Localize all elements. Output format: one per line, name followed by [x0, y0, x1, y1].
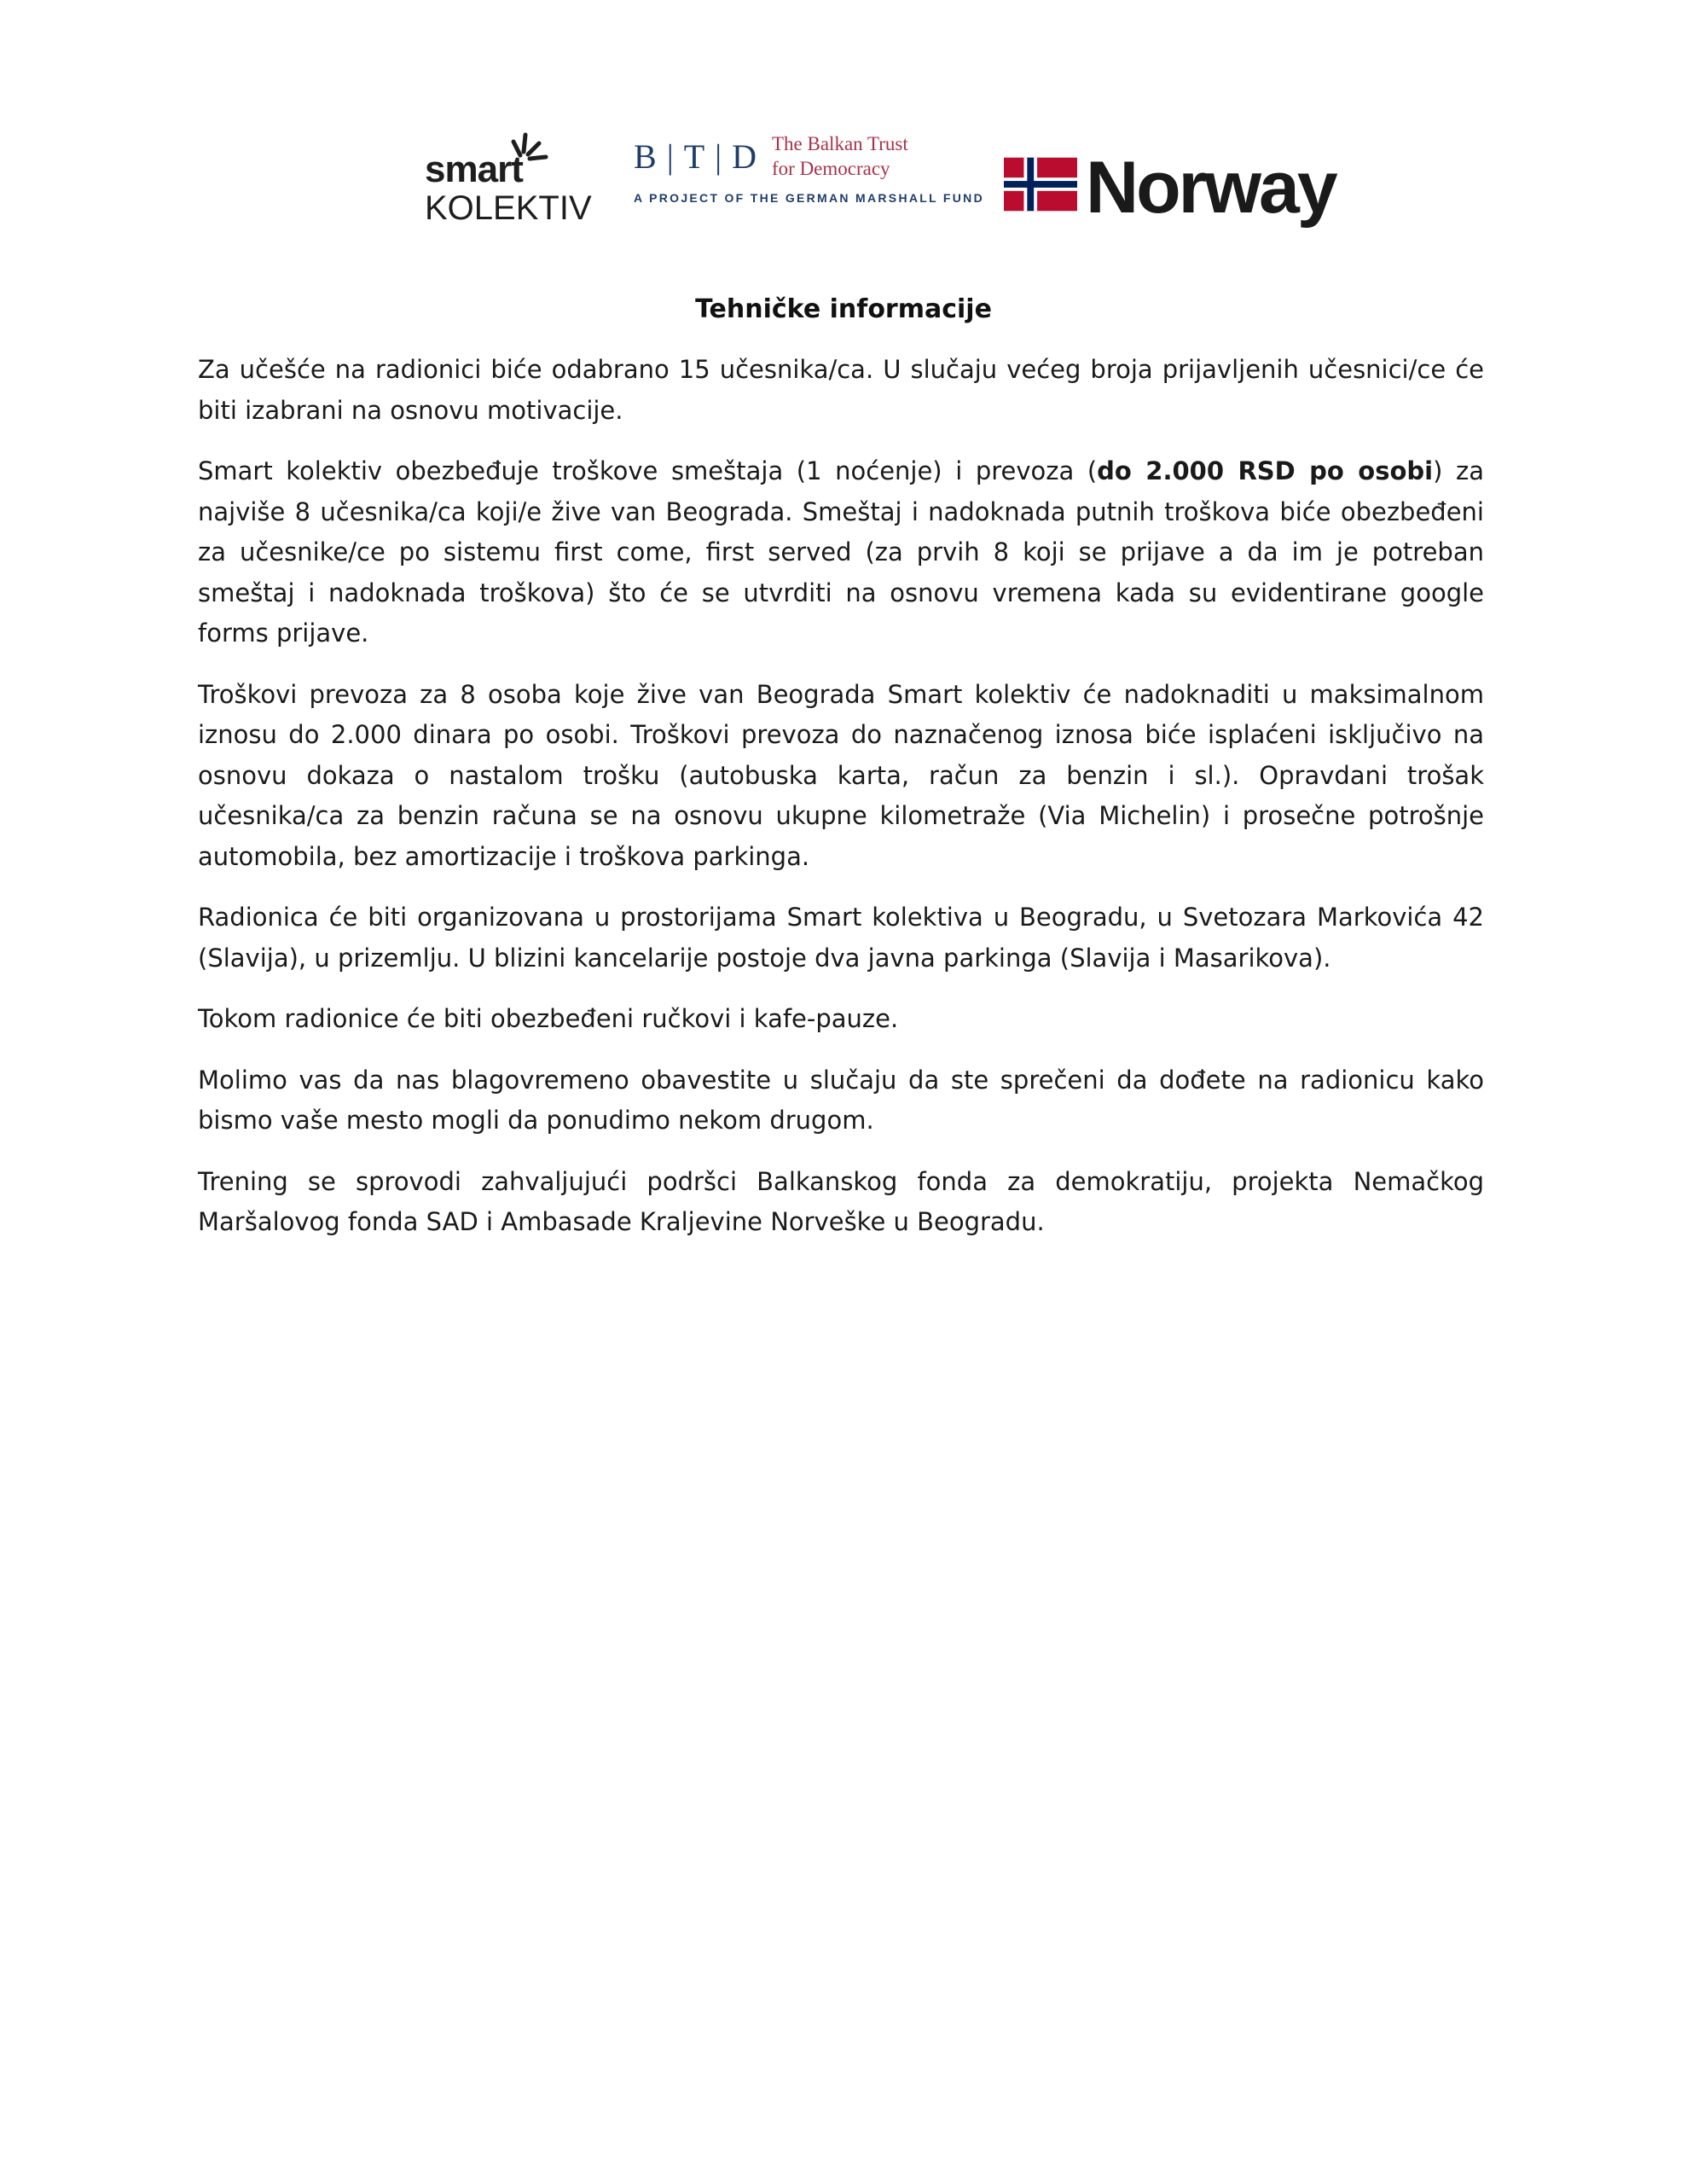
paragraph-accommodation-before: Smart kolektiv obezbeđuje troškove smeštaja (1 noćenje) i prevoza ( [198, 456, 1098, 485]
btd-name-line2: for Democracy [772, 158, 890, 179]
btd-letter-t: T [683, 137, 707, 176]
smart-kolektiv-logo [418, 126, 592, 229]
smart-logo-line1: smart [425, 148, 523, 190]
btd-subtitle: A PROJECT OF THE GERMAN MARSHALL FUND [634, 191, 984, 205]
norway-logo [1004, 147, 1362, 229]
paragraph-cancellation: Molimo vas da nas blagovremeno obavestite u slučaju da ste sprečeni da dođete na radionicu kako bismo vaše mesto mogli da ponudimo nekom drugom. [198, 1065, 1484, 1135]
btd-name [772, 131, 908, 181]
paragraph-accommodation-bold: do 2.000 RSD po osobi [1097, 456, 1434, 485]
paragraph-transport-costs: Troškovi prevoza za 8 osoba koje žive van Beograda Smart kolektiv će nadoknaditi u maksimalnom iznosu do 2.000 dinara po osobi. Troškovi prevoza do naznačenog iznosa biće isplaćeni isključivo na osnovu dokaza o nastalom trošku (autobuska karta, račun za benzin i sl.). Opravdani trošak učesnika/ca za benzin računa se na osnovu ukupne kilometraže (Via Michelin) i prosečne potrošnje automobila, bez amortizacije i troškova parkinga. [198, 679, 1484, 871]
logo-bar [418, 126, 1365, 237]
paragraph-meals: Tokom radionice će biti obezbeđeni ručkovi i kafe-pauze. [198, 1004, 899, 1033]
btd-logo [634, 130, 992, 215]
btd-name-line1: The Balkan Trust [772, 133, 908, 154]
btd-letters: B | T | D [634, 137, 759, 176]
norway-wordmark: Norway [1086, 147, 1336, 229]
btd-letter-b: B [634, 137, 658, 176]
smart-logo-line2: KOLEKTIV [425, 189, 592, 227]
paragraph-accommodation-after: ) za najviše 8 učesnika/ca koji/e žive van Beograda. Smeštaj i nadoknada putnih troškova biće obezbeđeni za učesnike/ce po sistemu first come, first served (za prvih 8 koji se prijave a da im je potreban smeštaj i nadoknada troškova) što će se utvrditi na osnovu vremena kada su evidentirane google forms prijave. [198, 456, 1484, 648]
paragraph-accommodation [198, 451, 1484, 654]
document-body [198, 350, 1484, 1263]
paragraph-participants: Za učešće na radionici biće odabrano 15 učesnika/ca. U slučaju većeg broja prijavljenih učesnici/ce će biti izabrani na osnovu motivacije. [198, 355, 1484, 425]
norway-flag-icon [1004, 157, 1077, 212]
paragraph-location: Radionica će biti organizovana u prostorijama Smart kolektiva u Beogradu, u Svetozara Markovića 42 (Slavija), u prizemlju. U blizini kancelarije postoje dva javna parkinga (Slavija i Masarikova). [198, 903, 1484, 973]
document-title: Tehničke informacije [695, 294, 992, 324]
btd-letter-d: D [732, 137, 759, 176]
paragraph-support: Trening se sprovodi zahvaljujući podršci Balkanskog fonda za demokratiju, projekta Nemačkog Maršalovog fonda SAD i Ambasade Kraljevine Norveške u Beogradu. [198, 1166, 1484, 1236]
